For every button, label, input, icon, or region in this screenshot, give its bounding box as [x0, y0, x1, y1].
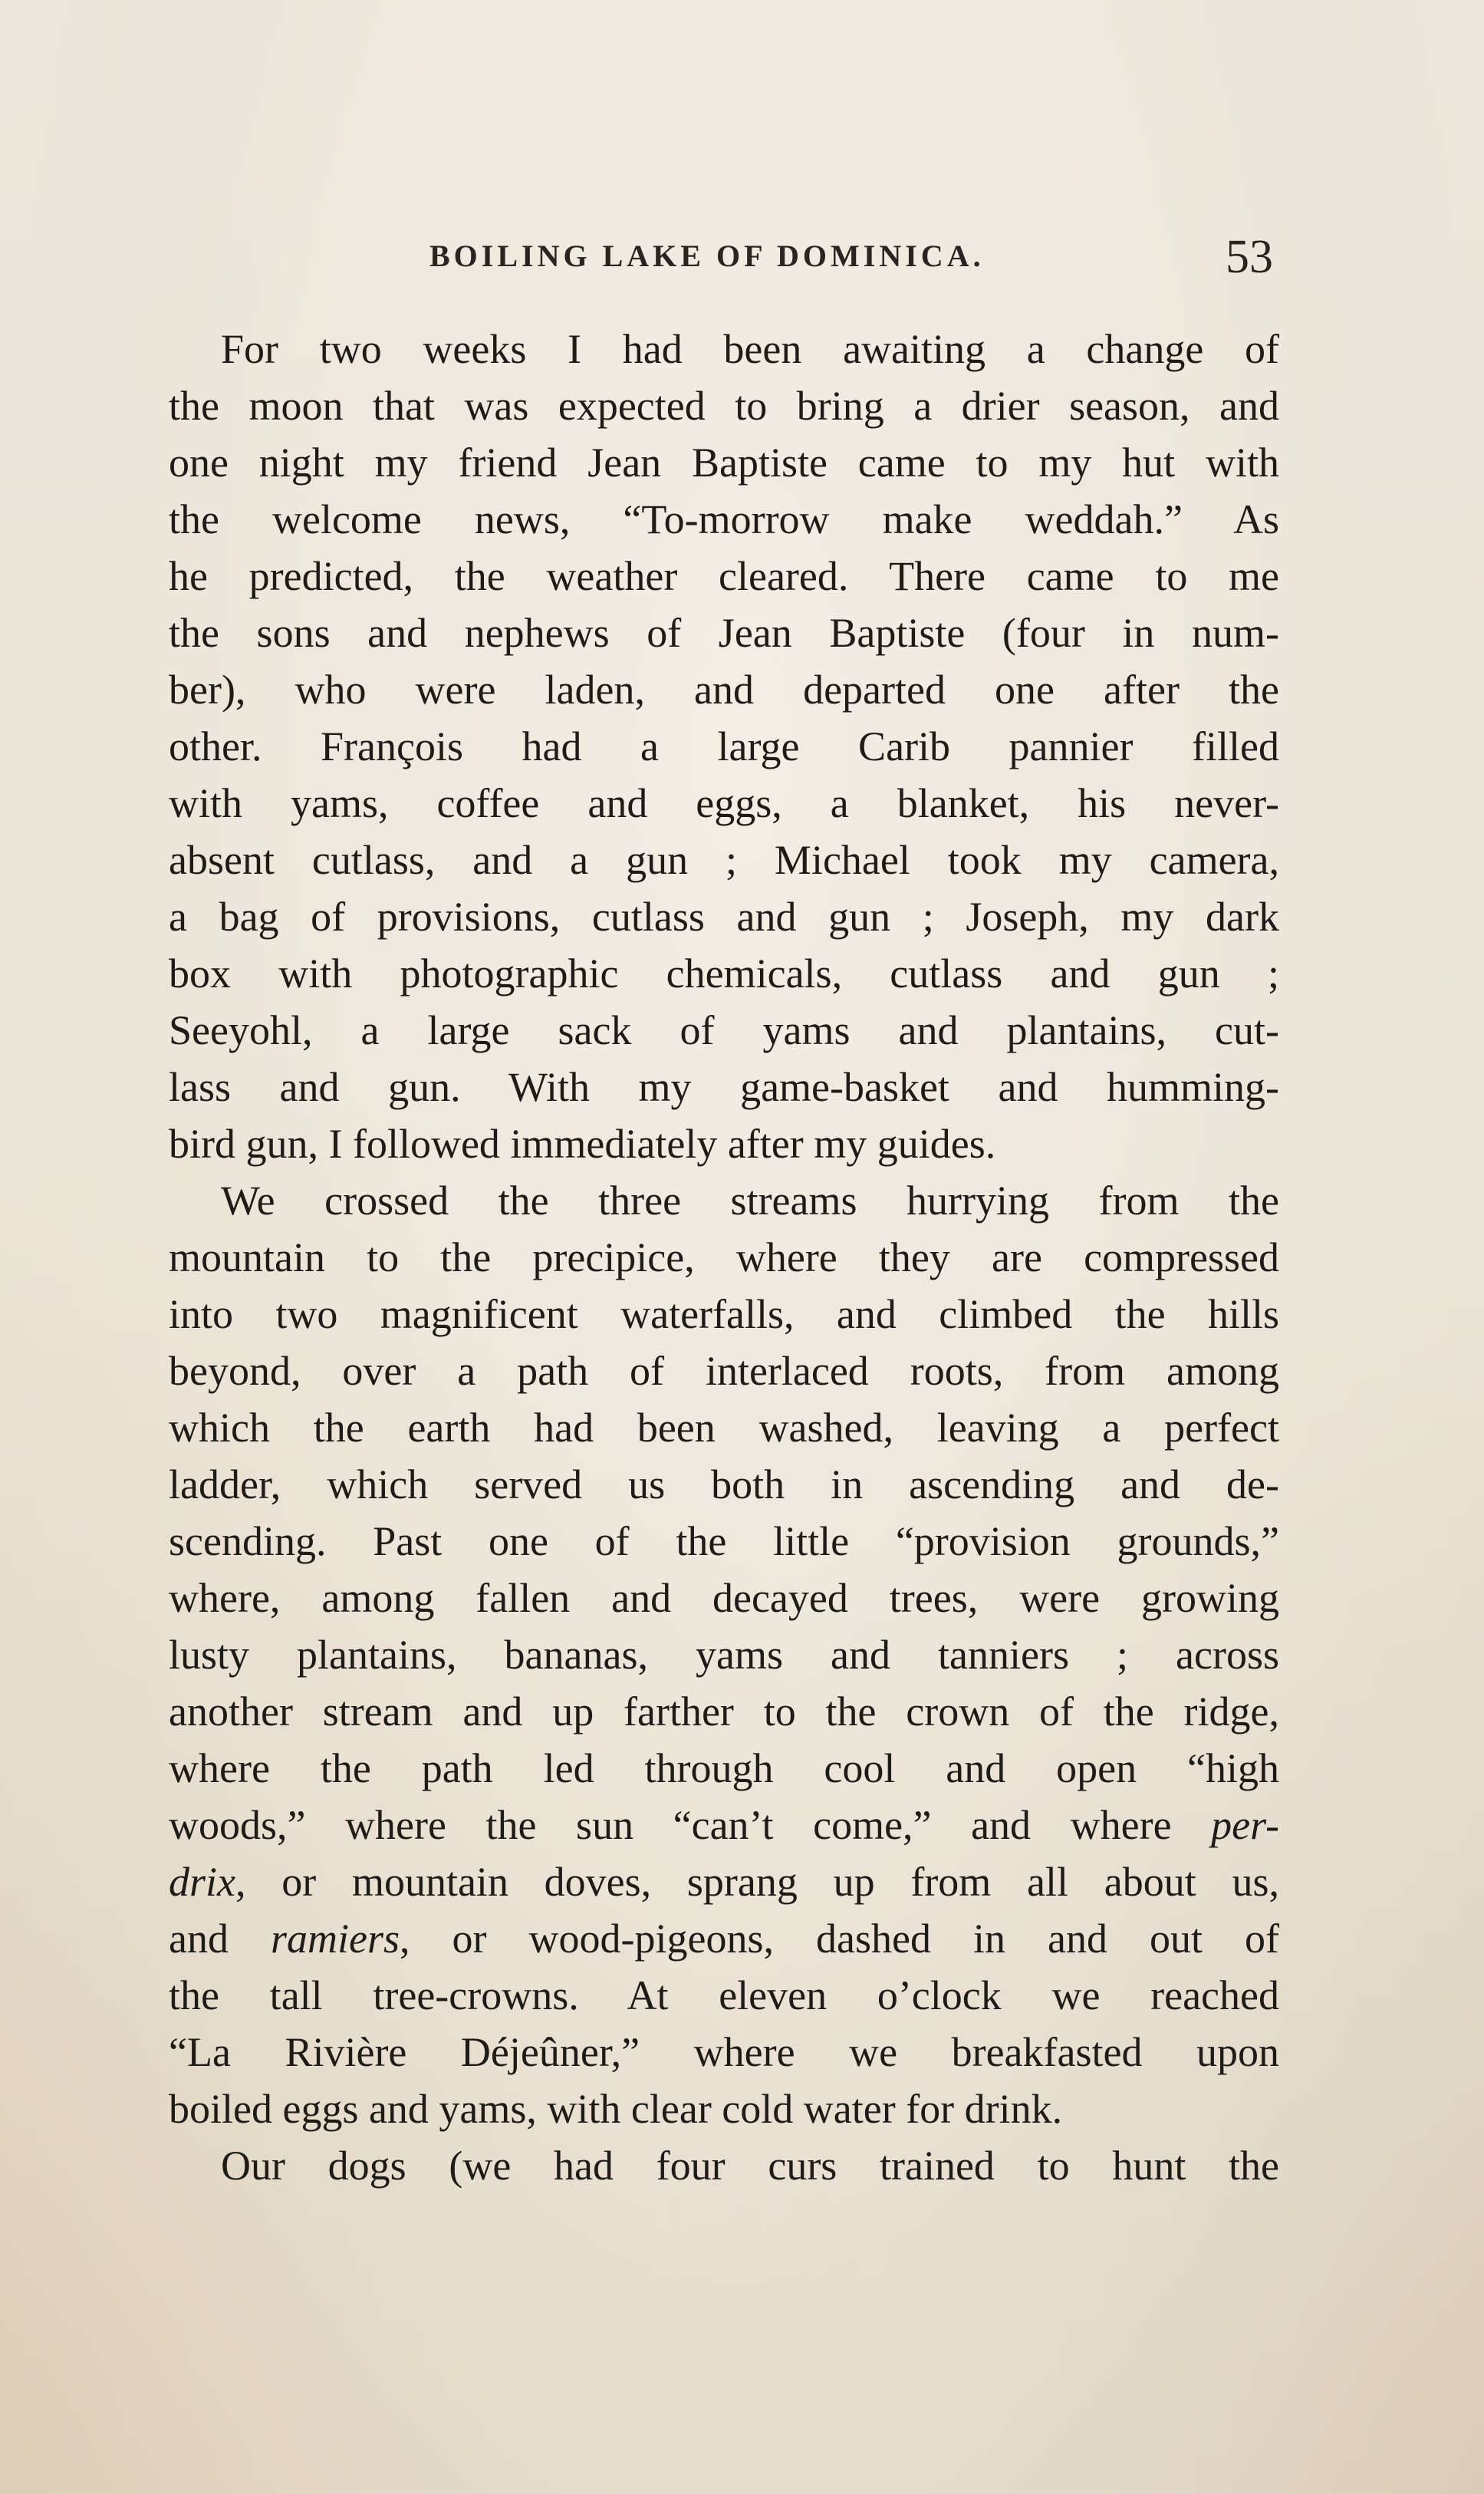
- text-line: which the earth had been washed, leaving a perfect: [169, 1405, 1279, 1451]
- text-line: a bag of provisions, cutlass and gun ; Joseph, my dark: [169, 894, 1279, 940]
- text-line: the welcome news, “To-morrow make weddah.” As: [169, 496, 1279, 542]
- text-run: , or wood-pigeons, dashed in and out of: [400, 1916, 1280, 1962]
- text-run: , or mountain doves, sprang up from all about us,: [235, 1859, 1279, 1905]
- text-line: For two weeks I had been awaiting a change of: [221, 326, 1279, 372]
- text-line: Our dogs (we had four curs trained to hunt the: [221, 2143, 1279, 2189]
- text-line: absent cutlass, and a gun ; Michael took my camera,: [169, 837, 1279, 883]
- text-line: box with photographic chemicals, cutlass and gun ;: [169, 950, 1279, 997]
- text-line: scending. Past one of the little “provision grounds,”: [169, 1518, 1279, 1564]
- text-line: he predicted, the weather cleared. There came to me: [169, 553, 1279, 599]
- text-line: the sons and nephews of Jean Baptiste (four in num-: [169, 610, 1279, 656]
- text-line: [169, 1797, 1279, 1853]
- body-text: [169, 321, 1279, 2194]
- italic-word: drix: [169, 1859, 235, 1905]
- text-line: [169, 1853, 1279, 1910]
- running-head: BOILING LAKE OF DOMINICA.: [429, 239, 985, 273]
- text-line: bird gun, I followed immediately after my guides.: [169, 1121, 996, 1167]
- text-line: beyond, over a path of interlaced roots, from among: [169, 1348, 1279, 1394]
- text-line: into two magnificent waterfalls, and climbed the hills: [169, 1291, 1279, 1337]
- text-line: where the path led through cool and open “high: [169, 1745, 1279, 1791]
- text-line: We crossed the three streams hurrying from the: [221, 1178, 1279, 1224]
- text-line: [169, 1910, 1279, 1967]
- text-line: ber), who were laden, and departed one after the: [169, 667, 1279, 713]
- text-line: another stream and up farther to the crown of the ridge,: [169, 1688, 1279, 1735]
- text-run: and: [169, 1916, 229, 1962]
- text-line: other. François had a large Carib pannier filled: [169, 723, 1279, 769]
- text-line: one night my friend Jean Baptiste came to my hut with: [169, 440, 1279, 486]
- text-line: Seeyohl, a large sack of yams and plantains, cut-: [169, 1007, 1279, 1053]
- text-line: mountain to the precipice, where they are compressed: [169, 1234, 1279, 1280]
- text-line: with yams, coffee and eggs, a blanket, his never-: [169, 780, 1279, 826]
- text-line: boiled eggs and yams, with clear cold water for drink.: [169, 2086, 1063, 2132]
- text-line: lass and gun. With my game-basket and humming-: [169, 1064, 1279, 1110]
- page-number: 53: [1226, 231, 1273, 283]
- text-line: “La Rivière Déjeûner,” where we breakfasted upon: [169, 2029, 1279, 2075]
- italic-word: ramiers: [271, 1916, 400, 1962]
- text-line: the tall tree-crowns. At eleven o’clock we reached: [169, 1972, 1279, 2018]
- text-line: the moon that was expected to bring a drier season, and: [169, 383, 1279, 429]
- text-run: woods,” where the sun “can’t come,” and where: [169, 1802, 1172, 1848]
- text-line: where, among fallen and decayed trees, were growing: [169, 1575, 1279, 1621]
- text-line: lusty plantains, bananas, yams and tanniers ; across: [169, 1632, 1279, 1678]
- text-line: ladder, which served us both in ascending and de-: [169, 1461, 1279, 1507]
- italic-word: per-: [1211, 1802, 1280, 1848]
